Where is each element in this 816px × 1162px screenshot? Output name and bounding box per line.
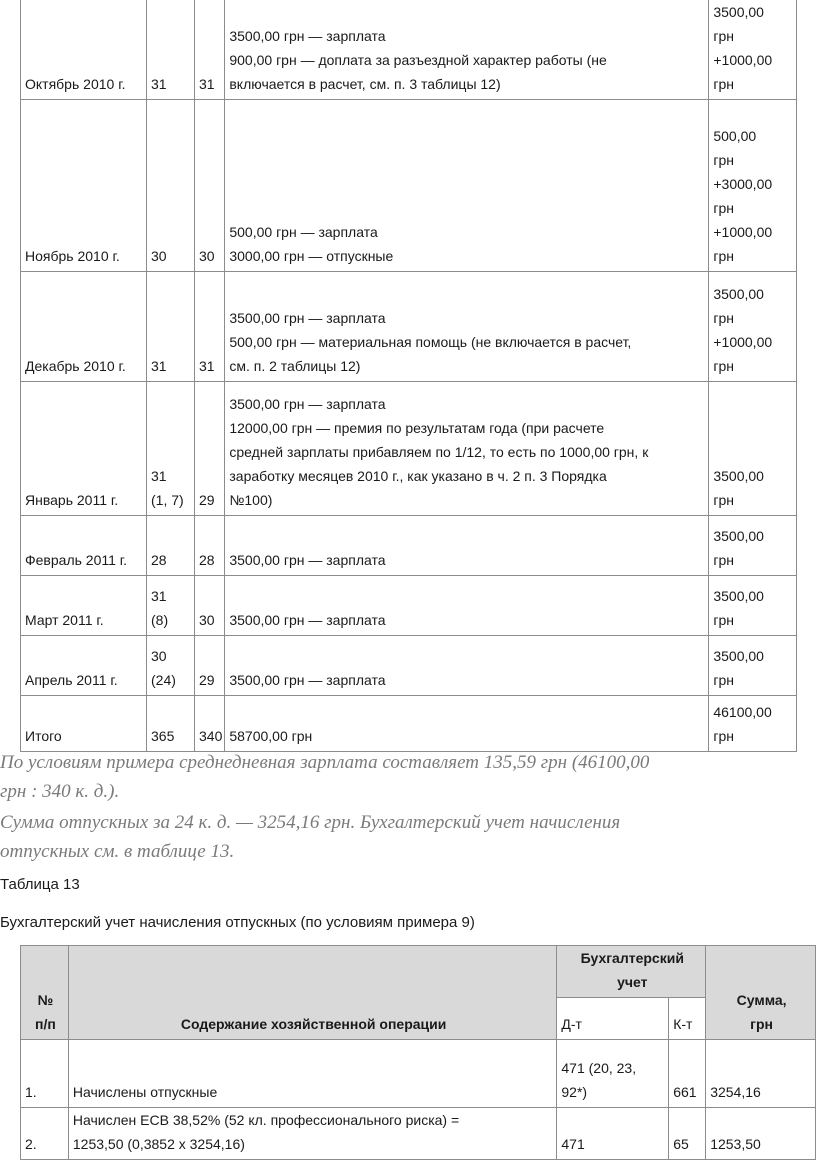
month-cell: Январь 2011 г. — [21, 382, 147, 516]
description-cell: 3500,00 грн — зарплата 12000,00 грн — премия по результатам года (при расчете средней зарплаты прибавляем по 1/12, то есть по 1000,00 грн, к заработку месяцев 2010 г., как указано в ч. 2 п. 3 Порядка №100) — [225, 382, 709, 516]
sum-cell: 3500,00 грн +1000,00 грн — [709, 0, 797, 100]
amount-cell: 3254,16 — [706, 1040, 816, 1108]
row-number-cell: 1. — [21, 1040, 69, 1108]
description-cell: 58700,00 грн — [225, 696, 709, 752]
calendar-days-cell: 31 — [147, 0, 195, 100]
sum-cell: 3500,00 грн — [709, 382, 797, 516]
month-cell: Октябрь 2010 г. — [21, 0, 147, 100]
operation-cell: Начислены отпускные — [68, 1040, 556, 1108]
header-credit: К-т — [669, 998, 706, 1040]
header-sum: Сумма, грн — [706, 946, 816, 1040]
row-number-cell: 2. — [21, 1108, 69, 1160]
month-cell: Март 2011 г. — [21, 576, 147, 636]
calendar-days-cell: 31 (8) — [147, 576, 195, 636]
sum-cell: 3500,00 грн +1000,00 грн — [709, 272, 797, 382]
header-num: № п/п — [21, 946, 69, 1040]
salary-table — [20, 0, 797, 752]
calendar-days-cell: 28 — [147, 516, 195, 576]
worked-days-cell: 30 — [195, 576, 225, 636]
month-cell: Ноябрь 2010 г. — [21, 100, 147, 272]
table-row — [21, 382, 797, 516]
description-cell: 3500,00 грн — зарплата 500,00 грн — материальная помощь (не включается в расчет, см. п. 2 таблицы 12) — [225, 272, 709, 382]
header-debit: Д-т — [557, 998, 669, 1040]
credit-cell: 65 — [669, 1108, 706, 1160]
debit-cell: 471 (20, 23, 92*) — [557, 1040, 669, 1108]
calendar-days-cell: 31 (1, 7) — [147, 382, 195, 516]
worked-days-cell: 29 — [195, 636, 225, 696]
table-row — [21, 516, 797, 576]
table-row — [21, 100, 797, 272]
calendar-days-cell: 365 — [147, 696, 195, 752]
description-cell: 500,00 грн — зарплата 3000,00 грн — отпускные — [225, 100, 709, 272]
avg-salary-paragraph: По условиям примера среднедневная зарплата составляет 135,59 грн (46100,00 грн : 340 к. д.). — [0, 752, 650, 802]
debit-cell: 471 — [557, 1108, 669, 1160]
worked-days-cell: 28 — [195, 516, 225, 576]
vacation-sum-paragraph: Сумма отпускных за 24 к. д. — 3254,16 грн. Бухгалтерский учет начисления отпускных см. в таблице 13. — [0, 812, 621, 862]
accounting-table — [20, 945, 816, 1160]
calendar-days-cell: 30 (24) — [147, 636, 195, 696]
table-row — [21, 0, 797, 100]
sum-cell: 3500,00 грн — [709, 636, 797, 696]
table-row — [21, 636, 797, 696]
credit-cell: 661 — [669, 1040, 706, 1108]
worked-days-cell: 30 — [195, 100, 225, 272]
calendar-days-cell: 31 — [147, 272, 195, 382]
description-cell: 3500,00 грн — зарплата — [225, 636, 709, 696]
sum-cell: 46100,00 грн — [709, 696, 797, 752]
table-row — [21, 1108, 816, 1160]
table-row — [21, 272, 797, 382]
month-cell: Апрель 2011 г. — [21, 636, 147, 696]
amount-cell: 1253,50 — [706, 1108, 816, 1160]
month-cell: Итого — [21, 696, 147, 752]
table-row — [21, 1040, 816, 1108]
month-cell: Февраль 2011 г. — [21, 516, 147, 576]
sum-cell: 3500,00 грн — [709, 576, 797, 636]
table-row — [21, 696, 797, 752]
header-content: Содержание хозяйственной операции — [68, 946, 556, 1040]
table13-label: Таблица 13 — [0, 876, 80, 893]
month-cell: Декабрь 2010 г. — [21, 272, 147, 382]
sum-cell: 3500,00 грн — [709, 516, 797, 576]
operation-cell: Начислен ЕСВ 38,52% (52 кл. профессионального риска) = 1253,50 (0,3852 х 3254,16) — [68, 1108, 556, 1160]
worked-days-cell: 31 — [195, 272, 225, 382]
worked-days-cell: 31 — [195, 0, 225, 100]
description-cell: 3500,00 грн — зарплата — [225, 516, 709, 576]
sum-cell: 500,00 грн +3000,00 грн +1000,00 грн — [709, 100, 797, 272]
header-accounting: Бухгалтерский учет — [557, 946, 706, 998]
description-cell: 3500,00 грн — зарплата 900,00 грн — доплата за разъездной характер работы (не включается в расчет, см. п. 3 таблицы 12) — [225, 0, 709, 100]
description-cell: 3500,00 грн — зарплата — [225, 576, 709, 636]
table-row — [21, 576, 797, 636]
table13-caption: Бухгалтерский учет начисления отпускных (по условиям примера 9) — [0, 914, 475, 931]
calendar-days-cell: 30 — [147, 100, 195, 272]
worked-days-cell: 29 — [195, 382, 225, 516]
worked-days-cell: 340 — [195, 696, 225, 752]
